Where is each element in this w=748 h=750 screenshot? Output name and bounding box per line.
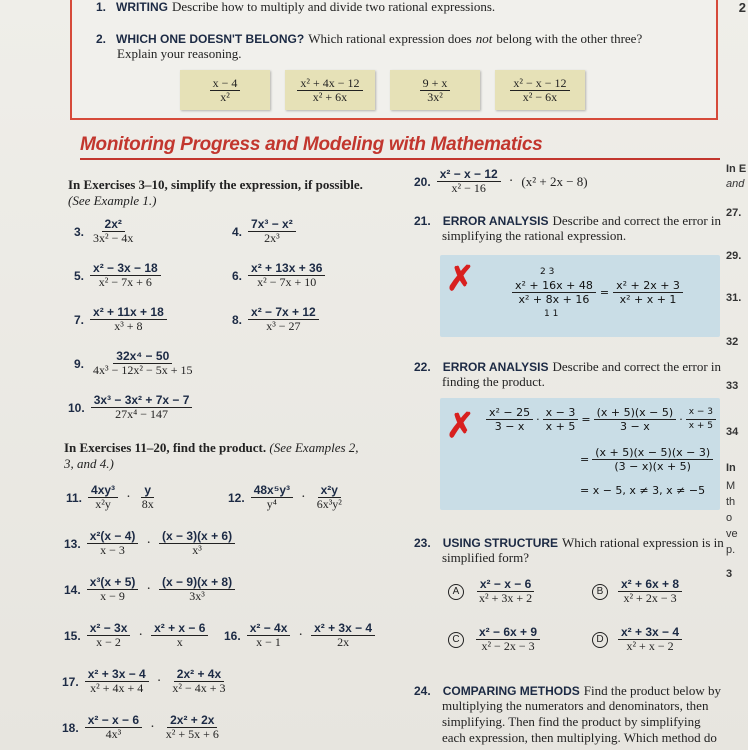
margin-text: 29. bbox=[726, 250, 742, 262]
exercise-6: 6. $\frac{\text{x² + 13x + 36}}{\text{x² − 7x + 10}}$ bbox=[232, 262, 325, 289]
error-x-icon: ✗ bbox=[446, 407, 475, 445]
expression-card: $\frac{9 + x}{\text{3x²}}$ bbox=[390, 70, 480, 110]
exercise-21-line2: simplifying the rational expression. bbox=[442, 228, 627, 243]
exercise-7: 7. $\frac{\text{x² + 11x + 18}}{\text{x³ + 8}}$ bbox=[74, 306, 167, 333]
expression-card: $\frac{\text{x² + 4x − 12}}{\text{x² + 6x}}$ bbox=[285, 70, 375, 110]
exercise-22: 22. ERROR ANALYSIS Describe and correct the error in bbox=[414, 359, 722, 374]
title-rule bbox=[80, 158, 720, 160]
heading-simplify-ref: (See Example 1.) bbox=[68, 193, 157, 208]
corner-number: 2 bbox=[738, 0, 746, 15]
exercise-24-line3: simplifying. Then find the product by simplifying bbox=[442, 714, 701, 729]
question-2-line2: Explain your reasoning. bbox=[117, 46, 242, 61]
margin-text: th bbox=[726, 496, 736, 508]
exercise-24: 24. COMPARING METHODS Find the product below by bbox=[414, 683, 722, 698]
section-title: Monitoring Progress and Modeling with Mathematics bbox=[80, 134, 543, 155]
exercise-16: 16. $\frac{\text{x² − 4x}}{x - 1}$ · $\frac{\text{x² + 3x − 4}}{2x}$ bbox=[224, 622, 375, 649]
exercise-23: 23. USING STRUCTURE Which rational expression is in bbox=[414, 535, 724, 550]
exercise-5: 5. $\frac{\text{x² − 3x − 18}}{\text{x² − 7x + 6}}$ bbox=[74, 262, 161, 289]
error-analysis-box-21: ✗ 2 3 $\frac{\text{x² + 16x + 48}}{\text{x² + 8x + 16}}$ = $\frac{\text{x² + 2x + 3}}{\text{x² + x + 1}}$ 1 1 bbox=[440, 255, 720, 337]
question-1: 1. WRITING Describe how to multiply and divide two rational expressions. bbox=[96, 0, 496, 14]
expression-card: $\frac{\text{x² − x − 12}}{\text{x² − 6x}}$ bbox=[495, 70, 585, 110]
exercise-18: 18. $\frac{\text{x² − x − 6}}{\text{4x³}}$ · $\frac{\text{2x² + 2x}}{\text{x² + 5x + 6}}$ bbox=[62, 713, 219, 741]
exercise-12: 12. $\frac{\text{48x⁵y³}}{\text{y⁴}}$ · $\frac{\text{x²y}}{\text{6x³y²}}$ bbox=[228, 483, 342, 511]
choice-b: B $\frac{\text{x² + 6x + 8}}{\text{x² + 2x − 3}}$ bbox=[592, 578, 682, 605]
margin-text: In bbox=[726, 462, 736, 474]
exercise-24-line4: each expression, then multiplying. Which method do bbox=[442, 730, 717, 745]
exercise-24-line2: multiplying the numerators and denominators, then bbox=[442, 698, 709, 713]
choice-c: C $\frac{\text{x² − 6x + 9}}{\text{x² − 2x − 3}}$ bbox=[448, 626, 540, 653]
error-work-22-line2: = $\frac{(x + 5)(x - 5)(x - 3)}{(3 - x)(x + 5)}$ bbox=[580, 446, 713, 473]
exercise-20: 20. $\frac{\text{x² − x − 12}}{\text{x² − 16}}$ · (x² + 2x − 8) bbox=[414, 167, 588, 195]
exercise-23-line2: simplified form? bbox=[442, 550, 530, 565]
margin-text: M bbox=[726, 480, 736, 492]
heading-simplify: In Exercises 3–10, simplify the expression, if possible. bbox=[68, 177, 363, 192]
margin-text: ve bbox=[726, 528, 738, 540]
choice-a: A $\frac{\text{x² − x − 6}}{\text{x² + 3x + 2}}$ bbox=[448, 578, 535, 605]
margin-text: 33 bbox=[726, 380, 739, 392]
margin-text: p. bbox=[726, 544, 736, 556]
error-work-22-line3: = x − 5, x ≠ 3, x ≠ −5 bbox=[580, 484, 706, 497]
margin-text: and bbox=[726, 178, 745, 190]
error-work-21: $\frac{\text{x² + 16x + 48}}{\text{x² + 8x + 16}}$ = $\frac{\text{x² + 2x + 3}}{\text{x² + x + 1}}$ bbox=[512, 279, 683, 306]
exercise-3: 3. $\frac{\text{2x²}}{\text{3x² − 4x}}$ bbox=[74, 217, 134, 245]
margin-text: 32 bbox=[726, 336, 739, 348]
exercise-15: 15. $\frac{\text{x² − 3x}}{x - 2}$ · $\frac{\text{x² + x − 6}}{x}$ bbox=[64, 622, 208, 649]
exercise-8: 8. $\frac{\text{x² − 7x + 12}}{\text{x³ − 27}}$ bbox=[232, 306, 319, 333]
exercise-9: 9. $\frac{\text{32x⁴ − 50}}{\text{4x³ − 12x² − 5x + 15}}$ bbox=[74, 349, 193, 377]
heading-product: In Exercises 11–20, find the product. (See Examples 2, bbox=[64, 440, 359, 455]
heading-product-ref: 3, and 4.) bbox=[64, 456, 114, 471]
expression-card: $\frac{x - 4}{\text{x²}}$ bbox=[180, 70, 270, 110]
margin-text: In E bbox=[726, 163, 747, 175]
exercise-17: 17. $\frac{\text{x² + 3x − 4}}{\text{x² + 4x + 4}}$ · $\frac{\text{2x² + 4x}}{\text{x² − 4x + 3}}$ bbox=[62, 667, 226, 695]
exercise-22-line2: finding the product. bbox=[442, 374, 545, 389]
error-work-22-line1: $\frac{\text{x² − 25}}{3 - x}$ · $\frac{x - 3}{x + 5}$ = $\frac{(x + 5)(x - 5)}{3 - x}$ · $\frac{x - 3}{x + 5}$ bbox=[486, 406, 716, 433]
error-analysis-box-22 bbox=[440, 398, 720, 510]
margin-text: 34 bbox=[726, 426, 739, 438]
margin-text: 3 bbox=[726, 568, 733, 580]
choice-d: D $\frac{\text{x² + 3x − 4}}{\text{x² + x − 2}}$ bbox=[592, 626, 682, 653]
exercise-4: 4. $\frac{\text{7x³ − x²}}{\text{2x³}}$ bbox=[232, 218, 296, 245]
error-x-icon: ✗ bbox=[446, 260, 475, 298]
exercise-11: 11. $\frac{\text{4xy³}}{\text{x²y}}$ · $\frac{y}{8x}$ bbox=[66, 483, 154, 511]
exercise-13: 13. $\frac{\text{x²(x − 4)}}{x - 3}$ · $\frac{(x - 3)(x + 6)}{\text{x³}}$ bbox=[64, 530, 235, 557]
question-2: 2. WHICH ONE DOESN'T BELONG? Which rational expression does not belong with the other three? bbox=[96, 31, 643, 46]
exercise-10: 10. $\frac{\text{3x³ − 3x² + 7x − 7}}{\text{27x⁴ − 147}}$ bbox=[68, 394, 192, 421]
margin-text: 27. bbox=[726, 207, 742, 219]
exercise-14: 14. $\frac{\text{x³(x + 5)}}{x - 9}$ · $\frac{(x - 9)(x + 8)}{\text{3x³}}$ bbox=[64, 576, 235, 603]
exercise-21: 21. ERROR ANALYSIS Describe and correct the error in bbox=[414, 213, 722, 228]
margin-text: 31. bbox=[726, 292, 742, 304]
margin-text: o bbox=[726, 512, 733, 524]
